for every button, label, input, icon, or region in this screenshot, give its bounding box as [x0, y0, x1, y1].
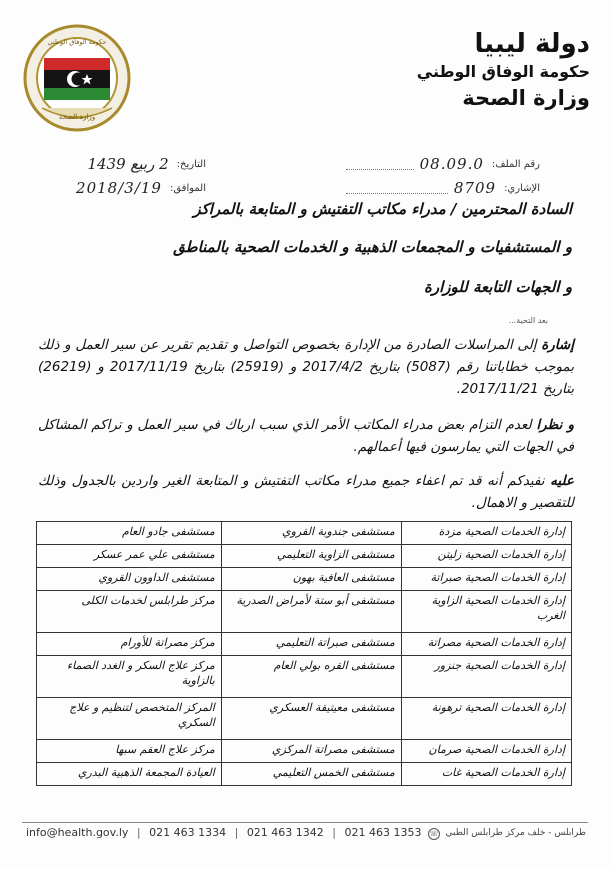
table-cell: مستشفى العافية بهون	[221, 568, 401, 591]
file-number-label: رقم الملف:	[491, 158, 540, 170]
table-cell: مركز علاج السكر و الغدد الصماء بالزاوية	[37, 656, 222, 698]
table-cell: إدارة الخدمات الصحية صرمان	[401, 740, 571, 763]
table-cell: مستشفى معيتيقة العسكري	[221, 698, 401, 740]
addressee-line-2: و المستشفيات و المجمعات الذهبية و الخدمات الصحية بالمناطق	[173, 238, 572, 256]
table-cell: إدارة الخدمات الصحية مزدة	[401, 522, 571, 545]
paragraph-1-text: إلى المراسلات الصادرة من الإدارة بخصوص التواصل و تقديم تقرير عن سير العمل و ذلك بموجب خطاباتنا رقم (5087) بتاريخ 2017/4/2 و (25919) بتاريخ 2017/11/19 و (26219) بتاريخ 2017/11/21.	[38, 337, 574, 397]
table-cell: مستشفى صبراتة التعليمي	[221, 633, 401, 656]
date-label: التاريخ:	[176, 158, 206, 170]
dotted-line	[346, 159, 414, 170]
footer-phone-1: 021 463 1334	[149, 826, 227, 839]
table-cell: العيادة المجمعة الذهبية البدري	[37, 763, 222, 786]
table-row	[37, 698, 572, 740]
table-cell: المركز المتخصص لتنظيم و علاج السكري	[37, 698, 222, 740]
table-cell: مستشفى أبو ستة لأمراض الصدرية	[221, 591, 401, 633]
table-cell: إدارة الخدمات الصحية جنزور	[401, 656, 571, 698]
index-label: الإشاري:	[504, 182, 540, 194]
reference-block	[340, 152, 540, 200]
dotted-line	[346, 183, 448, 194]
paragraph-3	[38, 470, 574, 514]
table-cell: مستشفى الزاوية التعليمي	[221, 545, 401, 568]
file-number-value: 08.09.0	[419, 155, 484, 173]
paragraph-1	[38, 334, 574, 400]
greeting: بعد التحية...	[508, 316, 548, 325]
emblem-top-text: حكومة الوفاق الوطني	[47, 38, 107, 46]
equivalent-date-value: 2018/3/19	[76, 179, 162, 197]
table-row	[37, 591, 572, 633]
table-cell: إدارة الخدمات الصحية زليتن	[401, 545, 571, 568]
paragraph-3-lead: عليه	[550, 473, 574, 489]
table-cell: مستشفى الداوون القروي	[37, 568, 222, 591]
footer-phone-2: 021 463 1342	[246, 826, 324, 839]
departments-table	[36, 521, 572, 786]
table-cell: مركز طرابلس لخدمات الكلى	[37, 591, 222, 633]
index-value: 8709	[453, 179, 497, 197]
table-cell: مستشفى جادو العام	[37, 522, 222, 545]
table-cell: إدارة الخدمات الصحية غات	[401, 763, 571, 786]
table-row	[37, 545, 572, 568]
table-cell: مستشفى جندوبة القروي	[221, 522, 401, 545]
table-cell: مستشفى الخمس التعليمي	[221, 763, 401, 786]
footer-contacts: info@health.gov.ly | 021 463 1334 | 021 463 1342 | 021 463 1353 ☏	[26, 826, 439, 839]
addressee-line-1: السادة المحترمين / مدراء مكاتب التفتيش و المتابعة بالمراكز	[193, 200, 572, 218]
footer-address: طرابلس - خلف مركز طرابلس الطبي	[445, 828, 586, 838]
letterhead	[390, 28, 590, 112]
table-row	[37, 633, 572, 656]
table-row	[37, 656, 572, 698]
ministry-name: وزارة الصحة	[462, 86, 590, 110]
table-cell: إدارة الخدمات الصحية ترهونة	[401, 698, 571, 740]
table-row	[37, 522, 572, 545]
addressee-line-3: و الجهات التابعة للوزارة	[423, 278, 572, 296]
table-cell: مركز علاج العقم سبها	[37, 740, 222, 763]
table-cell: مركز مصراتة للأورام	[37, 633, 222, 656]
paragraph-1-lead: إشارة	[541, 337, 574, 353]
table-row	[37, 763, 572, 786]
ministry-emblem	[22, 22, 132, 134]
dates-block	[16, 152, 206, 200]
emblem-bottom-text: وزارة الصحة	[58, 113, 96, 121]
paragraph-2	[38, 414, 574, 458]
table-cell: مستشفى علي عمر عسكر	[37, 545, 222, 568]
equivalent-date-label: الموافق:	[169, 182, 206, 194]
country-name: دولة ليبيا	[474, 29, 590, 59]
footer-divider	[22, 822, 588, 823]
government-name: حكومة الوفاق الوطني	[416, 62, 590, 81]
table-cell: إدارة الخدمات الصحية مصراتة	[401, 633, 571, 656]
table-cell: مستشفى مصراتة المركزي	[221, 740, 401, 763]
footer	[26, 826, 586, 840]
paragraph-3-text: نفيدكم أنه قد تم اعفاء جميع مدراء مكاتب التفتيش و المتابعة الغير واردين بالجدول وذلك للتقصير و الاهمال.	[38, 473, 574, 511]
paragraph-2-text: لعدم التزام بعض مدراء المكاتب الأمر الذي سبب ارباك في سير العمل و تراكم المشاكل في الجهات التي يمارسون فيها أعمالهم.	[38, 417, 574, 455]
table-cell: إدارة الخدمات الصحية صبراتة	[401, 568, 571, 591]
paragraph-2-lead: و نظرا	[536, 417, 574, 433]
table-cell: مستشفى القره بولي العام	[221, 656, 401, 698]
table-cell: إدارة الخدمات الصحية الزاوية الغرب	[401, 591, 571, 633]
phone-icon: ☏	[429, 830, 439, 838]
table-row	[37, 740, 572, 763]
table-row	[37, 568, 572, 591]
footer-phone-3: 021 463 1353	[344, 826, 422, 839]
date-value: 2 ربيع 1439	[87, 155, 169, 173]
footer-email[interactable]: info@health.gov.ly	[26, 826, 129, 839]
